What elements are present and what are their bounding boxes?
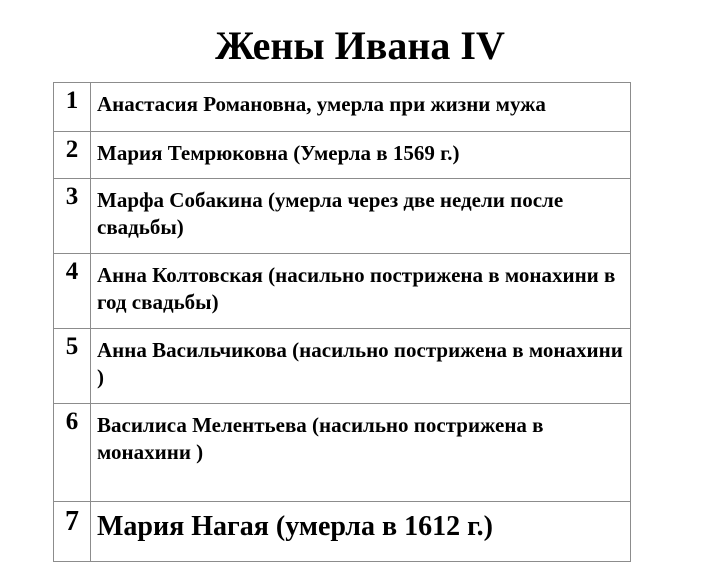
row-number: 2 <box>54 132 91 179</box>
page-title: Жены Ивана IV <box>215 23 505 68</box>
wives-table <box>53 82 631 562</box>
row-text: Мария Нагая (умерла в 1612 г.) <box>91 502 631 562</box>
table-row <box>54 404 631 502</box>
row-text: Мария Темрюковна (Умерла в 1569 г.) <box>91 132 631 179</box>
row-number: 1 <box>54 83 91 132</box>
table-row <box>54 83 631 132</box>
row-text: Марфа Собакина (умерла через две недели после свадьбы) <box>91 179 631 254</box>
row-text: Анна Колтовская (насильно пострижена в монахини в год свадьбы) <box>91 254 631 329</box>
row-number: 6 <box>54 404 91 502</box>
row-text: Анастасия Романовна, умерла при жизни мужа <box>91 83 631 132</box>
row-number: 7 <box>54 502 91 562</box>
row-number: 5 <box>54 329 91 404</box>
row-number: 3 <box>54 179 91 254</box>
row-number: 4 <box>54 254 91 329</box>
table-row <box>54 179 631 254</box>
row-text: Василиса Мелентьева (насильно пострижена в монахини ) <box>91 404 631 502</box>
row-text: Анна Васильчикова (насильно пострижена в монахини ) <box>91 329 631 404</box>
table-row <box>54 254 631 329</box>
table-row <box>54 132 631 179</box>
table-row <box>54 329 631 404</box>
table-row <box>54 502 631 562</box>
